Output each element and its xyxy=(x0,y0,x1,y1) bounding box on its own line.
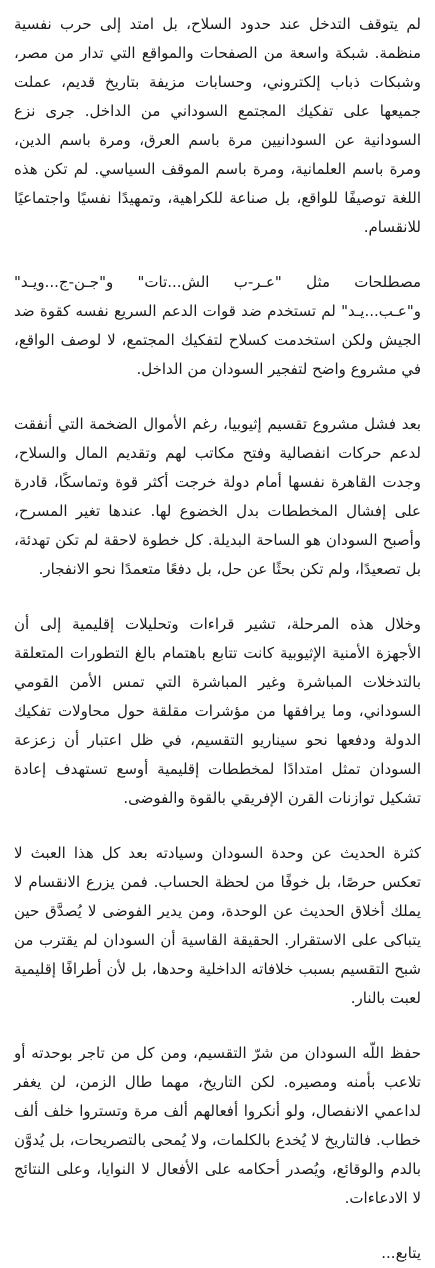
paragraph-psychological-war: لم يتوقف التدخل عند حدود السلاح، بل امتد إلى حرب نفسية منظمة. شبكة واسعة من الصفحات والمواقع التي تدار من مصر، وشبكات ذباب إلكتروني، وحسابات مزيفة بتاريخ قديم، عملت جميعها على تفكيك المجتمع السوداني من الداخل. جرى نزع السودانية عن السودانيين مرة باسم العرق، ومرة باسم الدين، ومرة باسم العلمانية، ومرة باسم الموقف السياسي. لم تكن هذه اللغة توصيفًا للواقع، بل صناعة للكراهية، وتمهيدًا نفسيًا واجتماعيًا للانقسام. xyxy=(14,15,421,236)
paragraph-history: حفظ اللّه السودان من شرّ التقسيم، ومن كل من تاجر بوحدته أو تلاعب بأمنه ومصيره. لكن التاريخ، مهما طال الزمن، لن يغفر لداعمي الانفصال، ولو أنكروا أفعالهم ألف مرة وتستروا خلف ألف خطاب. فالتاريخ لا يُخدع بالكلمات، ولا يُمحى بالتصريحات، بل يُدوَّن بالدم والوقائع، ويُصدر أحكامه على الأفعال لا النوايا، وعلى النتائج لا الادعاءات. xyxy=(14,1044,421,1207)
paragraph-ethiopia: بعد فشل مشروع تقسيم إثيوبيا، رغم الأموال الضخمة التي أنفقت لدعم حركات انفصالية وفتح مكاتب لهم وتقديم المال والسلاح، وجدت القاهرة نفسها أمام دولة خرجت أكثر قوة وتماسكًا، قادرة على إفشال المخططات بدل الخضوع لها. عندها تغير المسرح، وأصبح السودان هو الساحة البديلة. كل خطوة لاحقة لم تكن تهدئة، بل تصعيدًا، ولم تكن بحثًا عن حل، بل دفعًا متعمدًا نحو الانفجار. xyxy=(14,415,421,578)
paragraph-regional-analysis: وخلال هذه المرحلة، تشير قراءات وتحليلات إقليمية إلى أن الأجهزة الأمنية الإثيوبية كانت تتابع باهتمام بالغ التطورات المتعلقة بالتدخلات المباشرة وغير المباشرة التي تمس الأمن القومي السوداني، وما يرافقها من مؤشرات مقلقة حول محاولات تفكيك الدولة ودفعها نحو سيناريو التقسيم، في ظل اعتبار أن زعزعة السودان تمثل امتدادًا لمخططات إقليمية أوسع تستهدف إعادة تشكيل توازنات القرن الإفريقي بالقوة والفوضى. xyxy=(14,615,421,807)
to-be-continued: يتابع... xyxy=(381,1244,421,1262)
paragraph-terms: مصطلحات مثل "عـر-ب الش...تات" و"جـن-ج...ويـد" و"عـب...يـد" لم تستخدم ضد قوات الدعم السريع نفسه كقوة ضد الجيش ولكن استخدمت كسلاح لتفكيك المجتمع، لا لوصف الواقع، في مشروع واضح لتفجير السودان من الداخل. xyxy=(14,273,421,378)
paragraph-unity: كثرة الحديث عن وحدة السودان وسيادته بعد كل هذا العبث لا تعكس حرصًا، بل خوفًا من لحظة الحساب. فمن يزرع الانقسام لا يملك أخلاق الحديث عن الوحدة، ومن يدير الفوضى لا يُصدَّق حين يتباكى على الاستقرار. الحقيقة القاسية أن السودان لم يقترب من شبح التقسيم بسبب خلافاته الداخلية وحدها، بل لأن أطرافًا إقليمية لعبت بالنار. xyxy=(14,844,421,1007)
